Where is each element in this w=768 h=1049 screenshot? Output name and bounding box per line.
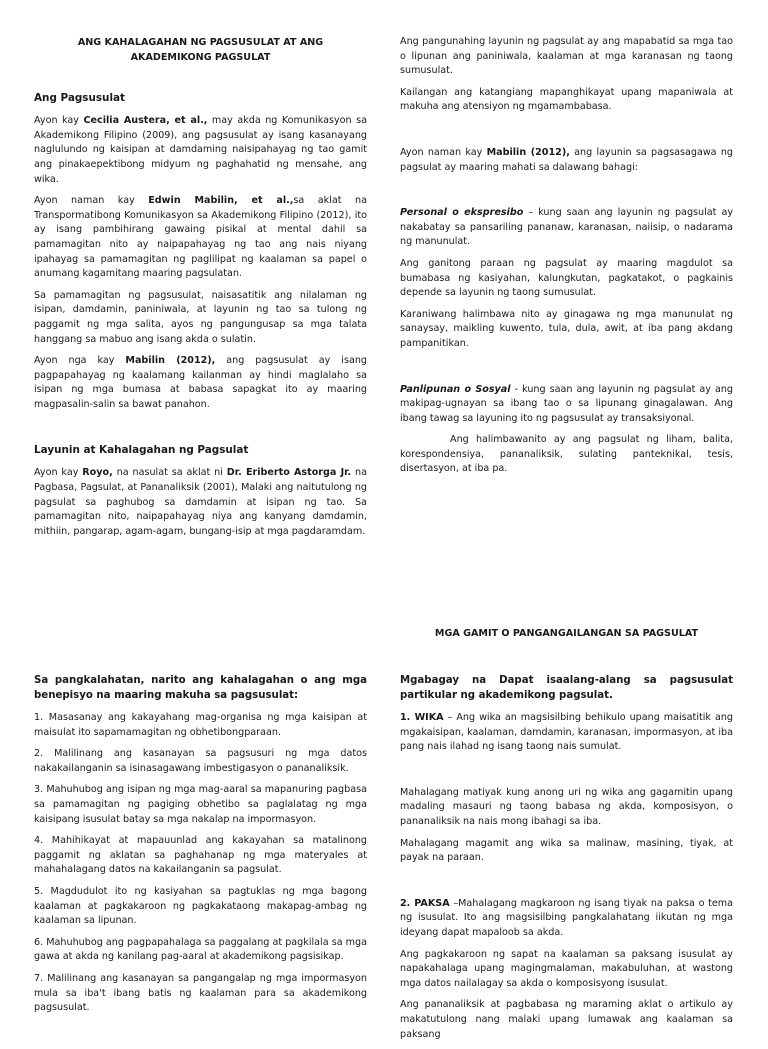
paragraph-matiyak: Mahalagang matiyak kung anong uri ng wika ang gagamitin upang madaling masauri ng taong babasa ng akda, komposisyon, o pananaliksik na nais mong ibahagi sa iba. xyxy=(400,786,733,827)
paragraph-halimbawanito: Ang halimbawanito ay ang pagsulat ng liham, balita, korespondensiya, pananaliksik, sulating panteknikal, tesis, disertasyon, at iba pa. xyxy=(400,434,733,475)
paragraph-panlipunan: Panlipunan o Sosyal - kung saan ang layunin ng pagsulat ay ang makipag-ugnayan sa ibang tao o sa lipunang ginagalawan. Ang ibang tawag sa layuning ito ng pagsusulat ay transaksiyonal. xyxy=(400,383,733,424)
heading-layunin: Layunin at Kahalagahan ng Pagsulat xyxy=(34,444,249,457)
bottom-right-column xyxy=(400,673,733,1049)
list-item: 7. Malilinang ang kasanayan sa pangangalap ng mga impormasyon mula sa iba't ibang batis ng kaalaman para sa akademikong pagsusulat. xyxy=(34,972,367,1014)
paragraph-royo: Ayon kay Royo, na nasulat sa aklat ni Dr. Eriberto Astorga Jr. na Pagbasa, Pagsulat, at Pananaliksik (2001), Malaki ang naitutulong ng pagsulat sa paghubog sa damdamin at isipan ng tao. Sa pamamagitan nito, naipapahayag niya ang kanyang damdamin, mithiin, pangarap, agam-agam, bungang-isip at mga pagdaramdam. xyxy=(34,467,367,537)
paragraph-personal: Personal o ekspresibo – kung saan ang layunin ng pagsulat ay nakabatay sa pansariling pananaw, karanasan, naiisip, o nadarama ng manunulat. xyxy=(400,207,733,248)
heading-ang-pagsusulat: Ang Pagsusulat xyxy=(34,92,125,105)
paragraph-austera: Ayon kay Cecilia Austera, et al., may akda ng Komunikasyon sa Akademikong Filipino (2009), ang pagsusulat ay isang kasanayang naglulundo ng kaisipan at damdaming naisipahayag ng tao gamit ang pinakaepektibong midyum ng paghahatid ng mensahe, ang wika. xyxy=(34,115,367,185)
top-left-column xyxy=(34,36,367,546)
paragraph-mapanghikayat: Kailangan ang katangiang mapanghikayat upang mapaniwala at makuha ang atensiyon ng mgamambabasa. xyxy=(400,86,733,113)
list-item: 4. Mahihikayat at mapauunlad ang kakayahan sa matalinong paggamit ng aklatan sa paghahanap ng mga materyales at mahahalagang datos na kakailanganin sa pagsulat. xyxy=(34,835,367,876)
title-line-1: ANG KAHALAGAHAN NG PAGSUSULAT AT ANG xyxy=(77,37,324,48)
list-item: 6. Mahuhubog ang pagpapahalaga sa paggalang at pagkilala sa mga gawa at akda ng kanilang pag-aaral at akademikong pagsisikap. xyxy=(34,936,367,963)
section-title-gamit: MGA GAMIT O PANGANGAILANGAN SA PAGSULAT xyxy=(434,628,699,639)
list-item: 2. Malilinang ang kasanayan sa pagsusuri ng mga datos nakakailanganin sa isinasagawang imbestigasyon o pananaliksik. xyxy=(34,748,367,774)
top-right-column xyxy=(400,35,733,484)
paragraph-mabilin-2012: Ayon nga kay Mabilin (2012), ang pagsusulat ay isang pagpapahayag ng kaalamang kailanman ay hindi maglalaho sa isipan ng mga bumasa at babasa sapagkat ito ay maaring magpasalin-salin sa bawat panahon. xyxy=(34,355,367,410)
title-line-2: AKADEMIKONG PAGSULAT xyxy=(130,51,271,63)
heading-mgabagay: Mgabagay na Dapat isaalang-alang sa pagsusulat partikular ng akademikong pagsulat. xyxy=(400,675,733,701)
paragraph-wika: 1. WIKA – Ang wika an magsisilbing behikulo upang maisatitik ang mgakaisipan, kaalaman, damdamin, karanasan, impormasyon, at iba pang nais ilahad ng isang taong nais sumulat. xyxy=(400,712,733,753)
document-title xyxy=(34,36,367,65)
list-item: 3. Mahuhubog ang isipan ng mga mag-aaral sa mapanuring pagbasa sa pamamagitan ng pagiging obhetibo sa paglalatag ng mga kaisipang isusulat batay sa mga nakalap na impormasyon. xyxy=(34,784,367,825)
paragraph-malinaw: Mahalagang magamit ang wika sa malinaw, masining, tiyak, at payak na paraan. xyxy=(400,837,733,864)
paragraph-karaniwang-halimbawa: Karaniwang halimbawa nito ay ginagawa ng mga manunulat ng sanaysay, maikling kuwento, tula, dula, awit, at iba pang akdang pampanitikan. xyxy=(400,308,733,349)
paragraph-pamamagitan: Sa pamamagitan ng pagsusulat, naisasatitik ang nilalaman ng isipan, damdamin, paniniwala, at layunin ng tao sa tulong ng paggamit ng mga salita, ayos ng pangungusap sa mga talata hanggang sa mabuo ang isang akda o sulatin. xyxy=(34,289,367,345)
paragraph-ganitong-paraan: Ang ganitong paraan ng pagsulat ay maaring magdulot sa bumabasa ng kasiyahan, kalungkutan, pagkatakot, o pagkainis depende sa layunin ng taong sumusulat. xyxy=(400,257,733,299)
paragraph-pangunahing-layunin: Ang pangunahing layunin ng pagsulat ay ang mapabatid sa mga tao o lipunan ang paniniwala, kaalaman at mga karanasan ng taong sumusulat. xyxy=(400,36,733,77)
paragraph-mabilin-layunin: Ayon naman kay Mabilin (2012), ang layunin sa pagsasagawa ng pagsulat ay maaring mahati sa dalawang bahagi: xyxy=(400,146,734,173)
bottom-left-column xyxy=(34,673,367,1023)
heading-benepisyo: Sa pangkalahatan, narito ang kahalagahan o ang mga benepisyo na maaring makuha sa pagsusulat: xyxy=(34,675,367,701)
paragraph-pananaliksik: Ang pananaliksik at pagbabasa ng maraming aklat o artikulo ay makatutulong nang malaki upang lumawak ang kaalaman sa paksang xyxy=(400,999,733,1040)
paragraph-mabilin-etal: Ayon naman kay Edwin Mabilin, et al.,sa aklat na Transpormatibong Komunikasyon sa Akademikong Filipino (2012), ito ay isang pambihirang gawaing pisikal at mental dahil sa pamamagitan nito ay naipapahayag ng tao ang nais niyang ipahayag sa pamamagitan ng paglilipat ng kaalaman sa papel o anumang kagamitang maaring pagsulatan. xyxy=(34,195,367,280)
list-item: 5. Magdudulot ito ng kasiyahan sa pagtuklas ng mga bagong kaalaman at pagkakaroon ng pagkakataong makapag-ambag ng kaalaman sa lipunan. xyxy=(34,885,367,927)
paragraph-paksa: 2. PAKSA –Mahalagang magkaroon ng isang tiyak na paksa o tema ng isusulat. Ito ang magsisilbing pangkalahatang iikutan ng mga ideyang dapat mapaloob sa akda. xyxy=(400,897,733,938)
list-item: 1. Masasanay ang kakayahang mag-organisa ng mga kaisipan at maisulat ito sapamamagitan ng obhetibongparaan. xyxy=(34,712,367,738)
paragraph-sapat-na-kaalaman: Ang pagkakaroon ng sapat na kaalaman sa paksang isusulat ay napakahalaga upang magingmalaman, makabuluhan, at wastong mga datos nailalagay sa akda o komposisyong isusulat. xyxy=(400,948,733,989)
